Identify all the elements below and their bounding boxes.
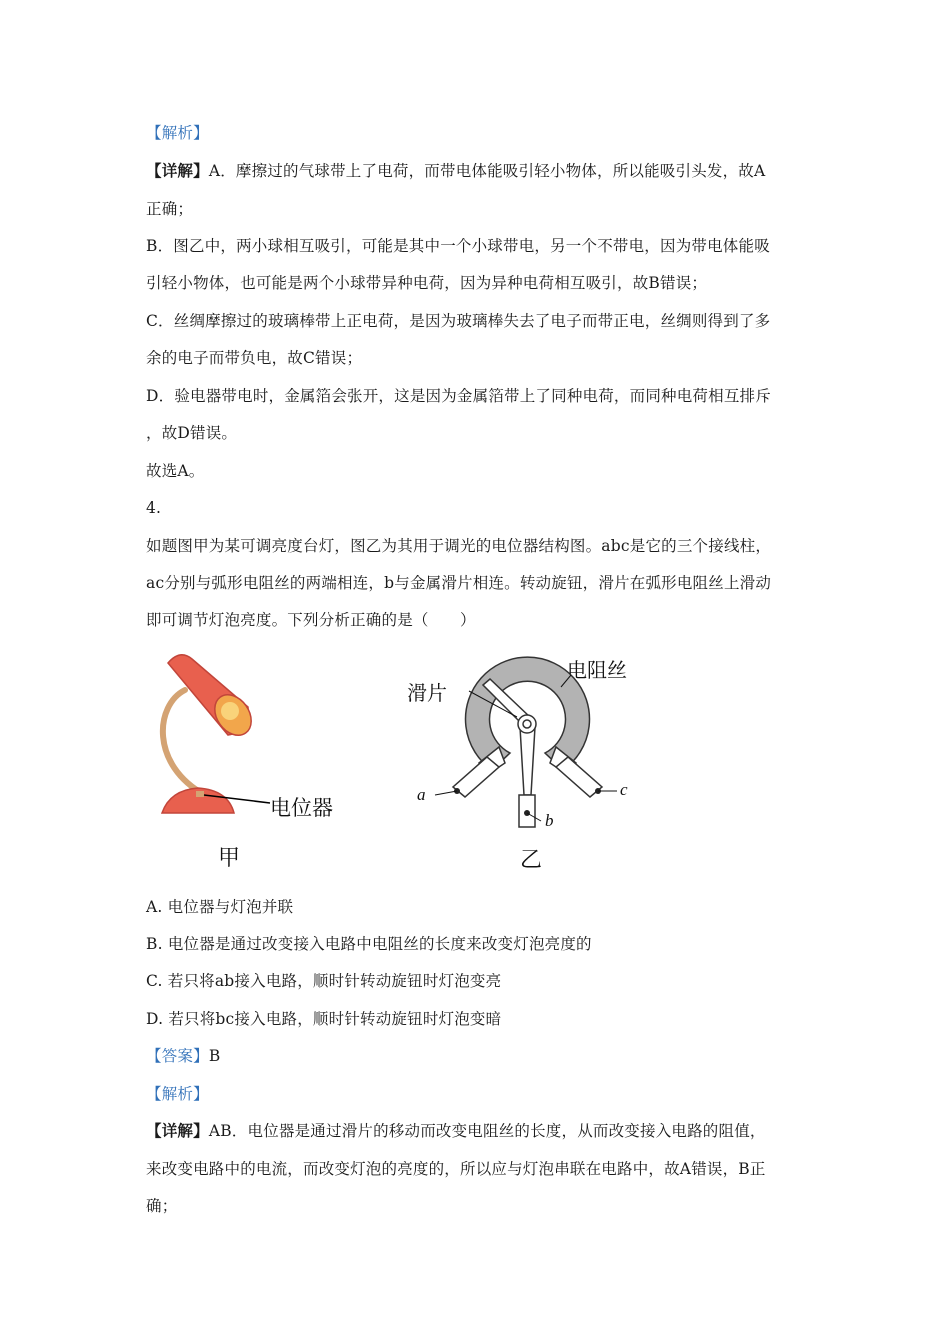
wire-label: 电阻丝: [567, 658, 627, 682]
slider-label: 滑片: [407, 681, 447, 705]
detail-line: 确；: [146, 1197, 178, 1215]
option-d: D. 若只将bc接入电路，顺时针转动旋钮时灯泡变暗: [146, 1010, 502, 1028]
question-stem-line: 如题图甲为某可调亮度台灯，图乙为其用于调光的电位器结构图。abc是它的三个接线柱，: [146, 537, 772, 555]
terminal-c: [550, 747, 617, 797]
detail-line: B．图乙中，两小球相互吸引，可能是其中一个小球带电，另一个不带电，因为带电体能吸: [146, 237, 770, 255]
potentiometer-figure: [395, 645, 655, 875]
lamp-arm: [163, 690, 205, 795]
detail-line: ，故D错误。: [146, 424, 238, 442]
detail-text: AB．电位器是通过滑片的移动而改变电阻丝的长度，从而改变接入电路的阻值，: [208, 1122, 766, 1140]
lamp-bulb: [221, 702, 239, 720]
analysis-tag: 【解析】: [146, 1085, 209, 1103]
question-number: 4.: [146, 499, 162, 517]
detail-line: D．验电器带电时，金属箔会张开，这是因为金属箔带上了同种电荷，而同种电荷相互排斥: [146, 387, 771, 405]
detail-line: C．丝绸摩擦过的玻璃棒带上正电荷，是因为玻璃棒失去了电子而带正电，丝绸则得到了多: [146, 312, 771, 330]
detail-label: 【详解】: [146, 161, 209, 180]
terminal-a: [435, 747, 505, 797]
answer-value: B: [208, 1047, 221, 1065]
analysis-tag: 【解析】: [146, 124, 209, 142]
lamp-figure: [150, 645, 370, 875]
detail-label: 【详解】: [146, 1121, 209, 1140]
terminal-b: [519, 727, 541, 827]
answer-line: [146, 1046, 220, 1066]
potentiometer-caption: 乙: [520, 848, 543, 873]
answer-tag: 【答案】: [146, 1047, 209, 1065]
option-c: C. 若只将ab接入电路，顺时针转动旋钮时灯泡变亮: [146, 972, 502, 990]
pivot-center: [523, 720, 531, 728]
detail-line: 余的电子而带负电，故C错误；: [146, 349, 363, 367]
conclusion-line: 故选A。: [146, 462, 205, 480]
question-stem-line: 即可调节灯泡亮度。下列分析正确的是（ ）: [146, 611, 476, 629]
terminal-c-label: c: [620, 780, 628, 799]
detail-line: 正确；: [146, 200, 194, 218]
option-b: B. 电位器是通过改变接入电路中电阻丝的长度来改变灯泡亮度的: [146, 935, 592, 953]
option-a: A. 电位器与灯泡并联: [146, 898, 294, 916]
lamp-caption: 甲: [218, 846, 241, 871]
detail-line: 来改变电路中的电流，而改变灯泡的亮度的，所以应与灯泡串联在电路中，故A错误，B正: [146, 1160, 766, 1178]
question-stem-line: ac分别与弧形电阻丝的两端相连，b与金属滑片相连。转动旋钮，滑片在弧形电阻丝上滑动: [146, 574, 772, 592]
detail-text: A．摩擦过的气球带上了电荷，而带电体能吸引轻小物体，所以能吸引头发，故A: [208, 162, 766, 180]
potentiometer-knob: [196, 791, 204, 797]
detail-line: 引轻小物体，也可能是两个小球带异种电荷，因为异种电荷相互吸引，故B错误；: [146, 274, 708, 292]
detail-line: [146, 1121, 766, 1141]
lamp-label: 电位器: [270, 796, 333, 820]
detail-line: [146, 161, 765, 181]
terminal-b-label: b: [545, 811, 554, 830]
terminal-a-label: a: [417, 785, 426, 804]
